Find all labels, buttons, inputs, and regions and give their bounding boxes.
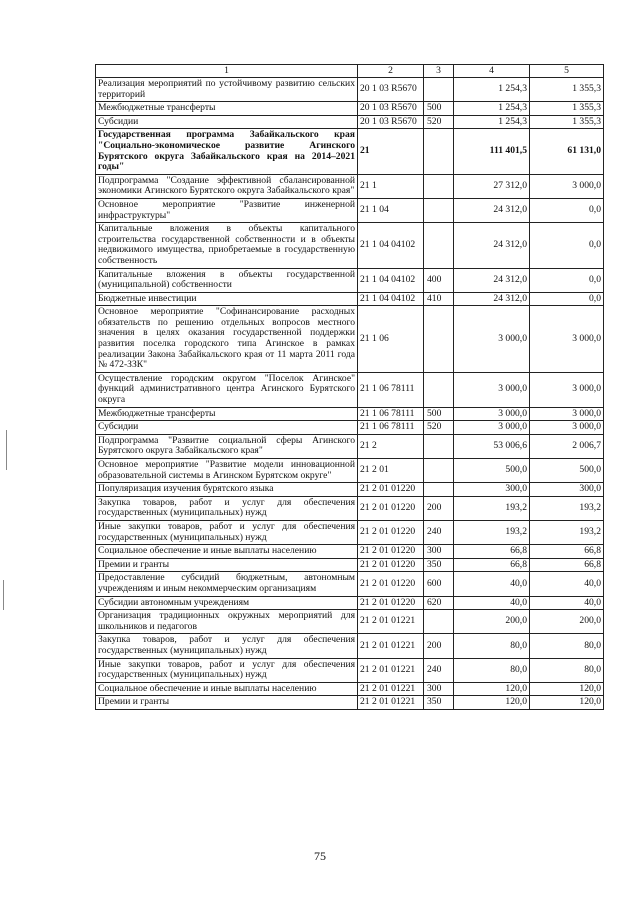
row-expense-type-cell: 500 [424,407,454,421]
row-amount-2-cell: 0,0 [530,292,604,306]
row-code-cell: 21 1 04 04102 [358,292,424,306]
row-amount-1-cell: 80,0 [454,634,530,658]
column-header-name: 1 [96,65,358,78]
row-expense-type-cell: 520 [424,115,454,129]
column-header-amount-1: 4 [454,65,530,78]
row-code-cell: 21 1 06 78111 [358,407,424,421]
row-code-cell: 20 1 03 R5670 [358,78,424,102]
row-code-cell: 21 2 01 01221 [358,696,424,710]
row-amount-1-cell: 3 000,0 [454,372,530,407]
row-code-cell: 21 2 01 01221 [358,610,424,634]
row-amount-2-cell: 40,0 [530,596,604,610]
row-amount-1-cell: 120,0 [454,696,530,710]
row-amount-2-cell: 3 000,0 [530,421,604,435]
row-name-cell: Предоставление субсидий бюджетным, автономным учреждениям и иным некоммерческим организациям [96,572,358,596]
row-amount-1-cell: 3 000,0 [454,306,530,373]
row-code-cell: 21 2 01 01221 [358,658,424,682]
row-code-cell: 21 2 01 01220 [358,483,424,497]
row-amount-1-cell: 24 312,0 [454,292,530,306]
row-amount-2-cell: 1 355,3 [530,102,604,116]
table-row [96,174,604,198]
row-amount-2-cell: 80,0 [530,634,604,658]
row-name-cell: Государственная программа Забайкальского края "Социально-экономическое развитие Агинского Бурятского округа Забайкальского края на 2014–2021 годы" [96,129,358,174]
row-name-cell: Капитальные вложения в объекты капитального строительства государственной собственности и в объекты недвижимого имущества, приобретаемые в государственную собственность [96,223,358,268]
row-expense-type-cell: 500 [424,102,454,116]
table-row [96,129,604,174]
row-amount-2-cell: 0,0 [530,198,604,222]
table-body [96,78,604,710]
row-code-cell: 20 1 03 R5670 [358,115,424,129]
row-expense-type-cell [424,174,454,198]
row-amount-2-cell: 66,8 [530,558,604,572]
row-expense-type-cell: 300 [424,545,454,559]
row-amount-2-cell: 80,0 [530,658,604,682]
row-expense-type-cell [424,434,454,458]
row-name-cell: Основное мероприятие "Софинансирование расходных обязательств по решению отдельных вопросов местного значения в целях оказания государственной поддержки развития поселка городского типа Агинское в рамках реализации Закона Забайкальского края от 11 марта 2011 года № 472-ЗЗК" [96,306,358,373]
row-amount-2-cell: 3 000,0 [530,372,604,407]
row-code-cell: 21 2 01 01220 [358,596,424,610]
row-amount-1-cell: 3 000,0 [454,421,530,435]
column-header-code: 2 [358,65,424,78]
table-row [96,496,604,520]
row-amount-1-cell: 40,0 [454,596,530,610]
row-amount-1-cell: 193,2 [454,520,530,544]
row-amount-1-cell: 24 312,0 [454,268,530,292]
row-amount-2-cell: 66,8 [530,545,604,559]
table-row [96,459,604,483]
row-expense-type-cell: 350 [424,558,454,572]
table-row [96,596,604,610]
row-name-cell: Субсидии [96,421,358,435]
row-name-cell: Иные закупки товаров, работ и услуг для обеспечения государственных (муниципальных) нужд [96,520,358,544]
row-name-cell: Подпрограмма "Создание эффективной сбалансированной экономики Агинского Бурятского округа Забайкальского края" [96,174,358,198]
row-expense-type-cell: 520 [424,421,454,435]
row-code-cell: 21 1 06 [358,306,424,373]
row-code-cell: 21 1 04 [358,198,424,222]
row-amount-1-cell: 27 312,0 [454,174,530,198]
table-row [96,634,604,658]
row-name-cell: Межбюджетные трансферты [96,102,358,116]
row-amount-1-cell: 120,0 [454,682,530,696]
table-row [96,306,604,373]
row-name-cell: Осуществление городским округом "Поселок Агинское" функций административного центра Агинского Бурятского округа [96,372,358,407]
row-amount-1-cell: 66,8 [454,558,530,572]
row-expense-type-cell [424,78,454,102]
row-expense-type-cell: 410 [424,292,454,306]
row-expense-type-cell [424,306,454,373]
row-amount-2-cell: 0,0 [530,223,604,268]
row-amount-2-cell: 0,0 [530,268,604,292]
row-amount-2-cell: 3 000,0 [530,174,604,198]
row-name-cell: Иные закупки товаров, работ и услуг для обеспечения государственных (муниципальных) нужд [96,658,358,682]
row-name-cell: Реализация мероприятий по устойчивому развитию сельских территорий [96,78,358,102]
row-name-cell: Премии и гранты [96,696,358,710]
row-amount-2-cell: 200,0 [530,610,604,634]
row-code-cell: 21 2 01 01221 [358,682,424,696]
row-code-cell: 21 2 01 01220 [358,520,424,544]
row-name-cell: Закупка товаров, работ и услуг для обеспечения государственных (муниципальных) нужд [96,496,358,520]
row-amount-1-cell: 53 006,6 [454,434,530,458]
table-row [96,682,604,696]
column-header-amount-2: 5 [530,65,604,78]
row-expense-type-cell [424,483,454,497]
table-row [96,572,604,596]
row-amount-2-cell: 2 006,7 [530,434,604,458]
row-amount-2-cell: 193,2 [530,496,604,520]
table-row [96,434,604,458]
header-row [96,65,604,78]
table-row [96,520,604,544]
row-name-cell: Подпрограмма "Развитие социальной сферы Агинского Бурятского округа Забайкальского края" [96,434,358,458]
row-name-cell: Основное мероприятие "Развитие модели инновационной образовательной системы в Агинском Бурятском округе" [96,459,358,483]
table-row [96,102,604,116]
scan-edge-mark [3,580,4,610]
row-expense-type-cell: 240 [424,658,454,682]
row-amount-1-cell: 500,0 [454,459,530,483]
row-name-cell: Популяризация изучения бурятского языка [96,483,358,497]
row-amount-2-cell: 61 131,0 [530,129,604,174]
table-row [96,372,604,407]
row-code-cell: 21 1 04 04102 [358,223,424,268]
row-expense-type-cell [424,610,454,634]
table-row [96,421,604,435]
row-name-cell: Основное мероприятие "Развитие инженерной инфраструктуры" [96,198,358,222]
row-code-cell: 21 1 06 78111 [358,372,424,407]
budget-table [95,64,604,710]
table-row [96,658,604,682]
table-row [96,545,604,559]
row-expense-type-cell: 600 [424,572,454,596]
row-code-cell: 21 2 01 01220 [358,496,424,520]
row-name-cell: Социальное обеспечение и иные выплаты населению [96,545,358,559]
row-code-cell: 21 2 01 01221 [358,634,424,658]
row-expense-type-cell: 350 [424,696,454,710]
row-amount-2-cell: 120,0 [530,696,604,710]
table-row [96,696,604,710]
row-code-cell: 21 1 04 04102 [358,268,424,292]
row-expense-type-cell: 620 [424,596,454,610]
row-code-cell: 21 [358,129,424,174]
row-amount-1-cell: 66,8 [454,545,530,559]
row-amount-2-cell: 40,0 [530,572,604,596]
row-expense-type-cell [424,372,454,407]
table-row [96,223,604,268]
row-name-cell: Субсидии автономным учреждениям [96,596,358,610]
row-name-cell: Бюджетные инвестиции [96,292,358,306]
table-row [96,483,604,497]
table-row [96,292,604,306]
row-name-cell: Межбюджетные трансферты [96,407,358,421]
row-amount-2-cell: 1 355,3 [530,115,604,129]
row-amount-1-cell: 24 312,0 [454,223,530,268]
row-code-cell: 21 2 01 01220 [358,558,424,572]
row-name-cell: Организация традиционных окружных мероприятий для школьников и педагогов [96,610,358,634]
row-code-cell: 20 1 03 R5670 [358,102,424,116]
table-row [96,407,604,421]
row-name-cell: Премии и гранты [96,558,358,572]
table-row [96,268,604,292]
row-amount-1-cell: 193,2 [454,496,530,520]
row-amount-2-cell: 1 355,3 [530,78,604,102]
row-amount-1-cell: 80,0 [454,658,530,682]
row-code-cell: 21 2 [358,434,424,458]
row-expense-type-cell [424,459,454,483]
table-row [96,610,604,634]
row-name-cell: Капитальные вложения в объекты государственной (муниципальной) собственности [96,268,358,292]
row-expense-type-cell: 200 [424,496,454,520]
table-row [96,558,604,572]
row-code-cell: 21 2 01 01220 [358,545,424,559]
row-amount-2-cell: 500,0 [530,459,604,483]
row-amount-2-cell: 300,0 [530,483,604,497]
row-expense-type-cell: 240 [424,520,454,544]
table-row [96,78,604,102]
row-name-cell: Социальное обеспечение и иные выплаты населению [96,682,358,696]
row-expense-type-cell [424,198,454,222]
row-expense-type-cell: 200 [424,634,454,658]
row-amount-2-cell: 120,0 [530,682,604,696]
row-code-cell: 21 2 01 [358,459,424,483]
row-amount-2-cell: 193,2 [530,520,604,544]
scan-edge-mark [6,430,7,470]
row-code-cell: 21 1 [358,174,424,198]
column-header-expense-type: 3 [424,65,454,78]
row-expense-type-cell: 400 [424,268,454,292]
table-row [96,115,604,129]
row-amount-1-cell: 1 254,3 [454,115,530,129]
row-amount-1-cell: 111 401,5 [454,129,530,174]
row-amount-1-cell: 40,0 [454,572,530,596]
row-name-cell: Субсидии [96,115,358,129]
row-expense-type-cell [424,129,454,174]
row-amount-1-cell: 3 000,0 [454,407,530,421]
row-amount-1-cell: 300,0 [454,483,530,497]
row-code-cell: 21 2 01 01220 [358,572,424,596]
row-code-cell: 21 1 06 78111 [358,421,424,435]
row-amount-1-cell: 200,0 [454,610,530,634]
row-name-cell: Закупка товаров, работ и услуг для обеспечения государственных (муниципальных) нужд [96,634,358,658]
row-expense-type-cell [424,223,454,268]
row-amount-1-cell: 24 312,0 [454,198,530,222]
row-amount-2-cell: 3 000,0 [530,407,604,421]
row-amount-1-cell: 1 254,3 [454,102,530,116]
row-amount-1-cell: 1 254,3 [454,78,530,102]
page-number: 75 [314,849,326,863]
table-row [96,198,604,222]
row-expense-type-cell: 300 [424,682,454,696]
row-amount-2-cell: 3 000,0 [530,306,604,373]
